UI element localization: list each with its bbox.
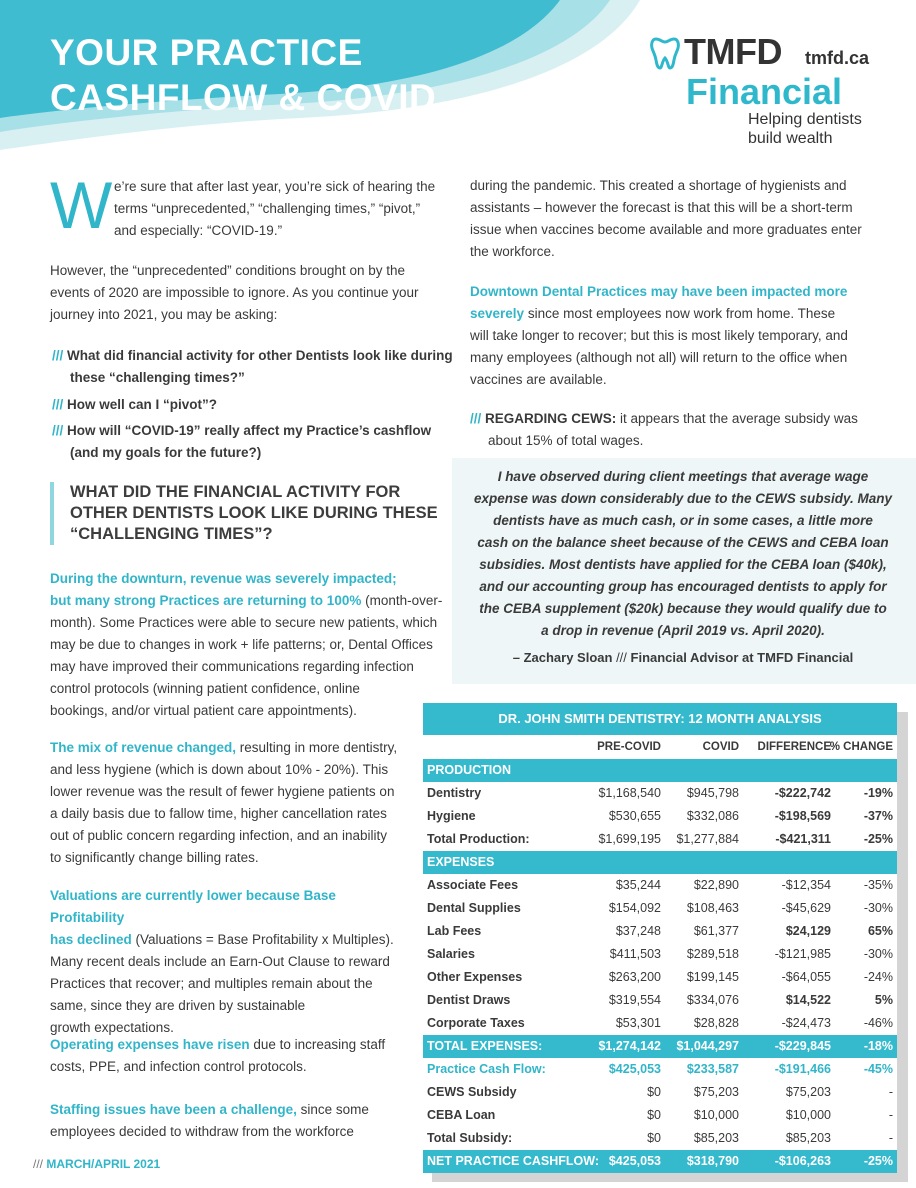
drop-cap: W	[50, 168, 113, 242]
text-span: due to increasing staff	[249, 1037, 386, 1052]
intro-line: e’re sure that after last year, you’re sick of hearing the	[114, 179, 436, 194]
table-cell: $425,053	[608, 1062, 661, 1076]
table-cell: $35,244	[615, 878, 661, 892]
logo-url: tmfd.ca	[805, 48, 870, 68]
row-label: Dentistry	[427, 786, 482, 800]
table-title: DR. JOHN SMITH DENTISTRY: 12 MONTH ANALYSIS	[423, 703, 897, 735]
question-bullet-2	[52, 394, 217, 416]
row-label: Lab Fees	[427, 924, 482, 938]
table-cell: COVID	[702, 741, 739, 753]
quote-author: – Zachary Sloan	[512, 650, 613, 665]
heading-line: OTHER DENTISTS LOOK LIKE DURING THESE	[70, 504, 438, 522]
bullet-marks: ///	[52, 397, 64, 412]
table-row	[423, 989, 897, 1012]
table-cell: -	[888, 1108, 893, 1122]
table-cell: $1,168,540	[598, 786, 661, 800]
text-line: same, since they are driven by sustainable	[50, 998, 306, 1013]
bullet-text: How will “COVID-19” really affect my Practice’s cashflow	[67, 423, 432, 438]
row-label: Dentist Draws	[427, 993, 511, 1007]
table-cell: $14,522	[785, 993, 831, 1007]
table-cell: -25%	[863, 1154, 893, 1168]
text-line: month). Some Practices were able to secure new patients, which	[50, 615, 438, 630]
table-cell: -	[888, 1131, 893, 1145]
highlight-text: severely	[470, 306, 525, 321]
bullet-text: these “challenging times?”	[70, 370, 245, 385]
highlight-text: The mix of revenue changed,	[50, 740, 237, 755]
table-row	[423, 782, 897, 805]
heading-line: WHAT DID THE FINANCIAL ACTIVITY FOR	[70, 483, 401, 501]
row-label: Dental Supplies	[427, 901, 521, 915]
table-cell: $530,655	[608, 809, 661, 823]
table-cell: 65%	[867, 924, 893, 938]
row-label: Total Subsidy:	[427, 1131, 513, 1145]
quote-line: expense was down considerably due to the CEWS subsidy. Many	[473, 491, 893, 506]
quote-line: dentists have as much cash, or in some cases, a little more	[493, 513, 873, 528]
text-line: many employees (although not all) will return to the office when	[470, 350, 848, 365]
table-cell: $233,587	[686, 1062, 739, 1076]
row-label: Corporate Taxes	[427, 1016, 525, 1030]
text-line: assistants – however the forecast is that this will be a short-term	[470, 200, 853, 215]
table-cell: $1,274,142	[598, 1039, 661, 1053]
text-line: may have improved their communications regarding infection	[50, 659, 414, 674]
text-line: during the pandemic. This created a shortage of hygienists and	[470, 178, 847, 193]
row-label: Salaries	[427, 947, 475, 961]
table-cell: $334,076	[686, 993, 739, 1007]
highlight-text: During the downturn, revenue was severely impacted;	[50, 571, 397, 586]
quote-line: I have observed during client meetings that average wage	[497, 469, 869, 484]
text-span: it appears that the average subsidy was	[616, 411, 858, 426]
table-cell: -$229,845	[774, 1039, 831, 1053]
text-line: will take longer to recover; but this is most likely temporary, and	[470, 328, 848, 343]
table-cell: $332,086	[686, 809, 739, 823]
bullet-marks: ///	[52, 348, 64, 363]
row-label: Other Expenses	[427, 970, 523, 984]
section-label: PRODUCTION	[427, 763, 512, 777]
analysis-table	[423, 703, 897, 1173]
text-span: since some	[296, 1102, 369, 1117]
table-cell: $85,203	[785, 1131, 831, 1145]
table-cell: -19%	[863, 786, 893, 800]
table-cell: DIFFERENCE	[757, 741, 831, 753]
bullet-text: How well can I “pivot”?	[67, 397, 218, 412]
table-cell: -30%	[863, 901, 893, 915]
bullet-marks: ///	[52, 423, 64, 438]
table-cell: 5%	[874, 993, 893, 1007]
table-cell: -$222,742	[774, 786, 831, 800]
production-band	[423, 759, 897, 782]
table-cell: -$191,466	[774, 1062, 831, 1076]
table-row	[423, 874, 897, 897]
advisor-quote	[462, 466, 904, 642]
text-line: journey into 2021, you may be asking:	[50, 307, 278, 322]
text-line: issue when vaccines become available and more graduates enter	[470, 222, 862, 237]
table-cell: $425,053	[608, 1154, 661, 1168]
text-line: to significantly change billing rates.	[50, 850, 259, 865]
table-cell: $22,890	[693, 878, 739, 892]
table-cell: -46%	[863, 1016, 893, 1030]
quote-line: a drop in revenue (April 2019 vs. April 2020).	[541, 623, 825, 638]
text-line: events of 2020 are impossible to ignore. As you continue your	[50, 285, 419, 300]
table-cell: $75,203	[693, 1085, 739, 1099]
table-row	[423, 897, 897, 920]
text-line: However, the “unprecedented” conditions brought on by the	[50, 263, 405, 278]
intro-paragraph-2	[50, 260, 450, 326]
table-cell: $10,000	[693, 1108, 739, 1122]
expenses-band	[423, 851, 897, 874]
row-label: CEBA Loan	[427, 1108, 496, 1122]
paragraph-mix	[50, 737, 410, 869]
text-line: a daily basis due to fallow time, higher cancellation rates	[50, 806, 387, 821]
table-row	[423, 920, 897, 943]
text-line: out of public concern regarding infection, and an inability	[50, 828, 387, 843]
table-cell: $1,044,297	[676, 1039, 739, 1053]
row-label: NET PRACTICE CASHFLOW:	[427, 1154, 599, 1168]
logo-tagline	[748, 110, 862, 148]
table-cell: -$198,569	[774, 809, 831, 823]
highlight-text: has declined	[50, 932, 132, 947]
text-line: the workforce.	[470, 244, 555, 259]
table-cell: -$12,354	[781, 878, 831, 892]
quote-line: and our accounting group has encouraged dentists to apply for	[479, 579, 887, 594]
table-row	[423, 1104, 897, 1127]
paragraph-expenses	[50, 1034, 410, 1078]
table-row	[423, 966, 897, 989]
cash-flow-row	[423, 1058, 897, 1081]
table-cell: -$24,473	[781, 1016, 831, 1030]
quote-line: cash on the balance sheet because of the CEWS and CEBA loan	[477, 535, 889, 550]
logo-name: TMFD	[684, 31, 782, 72]
table-cell: $37,248	[615, 924, 661, 938]
footer	[33, 1157, 160, 1171]
table-cell: $24,129	[785, 924, 831, 938]
intro-line: terms “unprecedented,” “challenging times,” “pivot,”	[114, 201, 421, 216]
text-span: (month-over-	[361, 593, 443, 608]
table-cell: $154,092	[608, 901, 661, 915]
text-line: Many recent deals include an Earn-Out Clause to reward	[50, 954, 390, 969]
table-cell: $1,277,884	[676, 832, 739, 846]
tmfd-logo	[650, 30, 880, 150]
table-cell: -$421,311	[775, 832, 831, 846]
row-label: TOTAL EXPENSES:	[427, 1039, 543, 1053]
total-expenses-row	[423, 1035, 897, 1058]
table-cell: -$45,629	[781, 901, 831, 915]
heading-line: “CHALLENGING TIMES”?	[70, 525, 273, 543]
tagline-1: Helping dentists	[748, 111, 862, 128]
table-cell: -30%	[863, 947, 893, 961]
table-cell: $411,503	[609, 947, 661, 961]
bullet-text: (and my goals for the future?)	[70, 445, 262, 460]
footer-separator: ///	[33, 1157, 44, 1171]
tagline-2: build wealth	[748, 130, 833, 147]
bullet-text: What did financial activity for other Dentists look like during	[67, 348, 453, 363]
table-row	[423, 828, 897, 851]
text-line: control protocols (winning patient confidence, online	[50, 681, 360, 696]
text-line: growth expectations.	[50, 1020, 174, 1035]
table-cell: $53,301	[615, 1016, 661, 1030]
paragraph-valuations	[50, 885, 410, 1039]
paragraph-staffing-cont	[470, 175, 890, 263]
highlight-text: Downtown Dental Practices may have been impacted more	[470, 284, 848, 299]
table-cell: $289,518	[686, 947, 739, 961]
text-line: may be due to changes in work + life patterns; or, Dental Offices	[50, 637, 433, 652]
cews-label: REGARDING CEWS:	[485, 411, 617, 426]
quote-role: Financial Advisor at TMFD Financial	[630, 650, 854, 665]
table-cell: $199,145	[686, 970, 739, 984]
text-line: bookings, and/or virtual patient care appointments).	[50, 703, 357, 718]
row-label: Hygiene	[427, 809, 476, 823]
page-title	[50, 30, 436, 120]
tooth-icon	[650, 36, 680, 70]
table-cell: -37%	[863, 809, 893, 823]
text-line: costs, PPE, and infection control protocols.	[50, 1059, 307, 1074]
table-cell: PRE-COVID	[597, 741, 661, 753]
table-cell: -$64,055	[781, 970, 831, 984]
question-bullet-1	[52, 345, 453, 389]
intro-paragraph	[114, 176, 444, 242]
quote-line: the CEBA supplement ($20k) because they would qualify due to	[479, 601, 887, 616]
table-cell: -35%	[863, 878, 893, 892]
table-cell: -$106,263	[774, 1154, 831, 1168]
table-cell: -45%	[863, 1062, 893, 1076]
title-line-1: YOUR PRACTICE	[50, 32, 363, 73]
question-bullet-3	[52, 420, 431, 464]
table-row	[423, 1012, 897, 1035]
bullet-marks: ///	[470, 411, 482, 426]
table-cell: $0	[647, 1108, 661, 1122]
text-line: employees decided to withdraw from the workforce	[50, 1124, 354, 1139]
text-line: lower revenue was the result of fewer hygiene patients on	[50, 784, 395, 799]
table-cell: -	[888, 1085, 893, 1099]
net-cashflow-row	[423, 1150, 897, 1173]
table-cell: $945,798	[686, 786, 739, 800]
intro-line: and especially: “COVID-19.”	[114, 223, 283, 238]
logo-sub: Financial	[686, 71, 843, 112]
table-cell: $10,000	[785, 1108, 831, 1122]
table-cell: $1,699,195	[598, 832, 661, 846]
text-line: about 15% of total wages.	[488, 433, 644, 448]
table-cell: $0	[647, 1131, 661, 1145]
table-cell: $85,203	[693, 1131, 739, 1145]
table-cell: $75,203	[785, 1085, 831, 1099]
table-row	[423, 1081, 897, 1104]
paragraph-cews	[470, 408, 890, 452]
section-heading	[50, 482, 450, 545]
separator: ///	[612, 650, 631, 665]
table-cell: $0	[647, 1085, 661, 1099]
highlight-text: Operating expenses have risen	[50, 1037, 250, 1052]
text-line: Practices that recover; and multiples remain about the	[50, 976, 373, 991]
table-cell: -25%	[863, 832, 893, 846]
table-cell: -$121,985	[774, 947, 831, 961]
text-line: and less hygiene (which is down about 10% - 20%). This	[50, 762, 389, 777]
quote-line: subsidies. Most dentists have applied for the CEBA loan ($40k),	[479, 557, 887, 572]
text-span: (Valuations = Base Profitability x Multiples).	[131, 932, 394, 947]
section-label: EXPENSES	[427, 855, 495, 869]
title-line-2: CASHFLOW & COVID	[50, 77, 437, 118]
table-cell: % CHANGE	[829, 741, 893, 753]
table-row	[423, 1127, 897, 1150]
text-line: vaccines are available.	[470, 372, 607, 387]
table-header-row	[423, 736, 897, 759]
table-cell: $61,377	[693, 924, 739, 938]
paragraph-downtown	[470, 281, 890, 391]
table-cell: $318,790	[686, 1154, 739, 1168]
quote-attribution	[462, 650, 904, 665]
row-label: CEWS Subsidy	[427, 1085, 517, 1099]
table-row	[423, 943, 897, 966]
table-cell: $108,463	[686, 901, 739, 915]
highlight-text: but many strong Practices are returning to 100%	[50, 593, 362, 608]
highlight-text: Valuations are currently lower because Base Profitability	[50, 888, 336, 925]
text-span: since most employees now work from home. These	[524, 306, 836, 321]
paragraph-revenue	[50, 568, 450, 722]
table-cell: -24%	[863, 970, 893, 984]
text-span: resulting in more dentistry,	[236, 740, 398, 755]
table-cell: $319,554	[608, 993, 661, 1007]
row-label: Associate Fees	[427, 878, 519, 892]
paragraph-staffing	[50, 1099, 410, 1143]
table-cell: $263,200	[608, 970, 661, 984]
table-cell: -18%	[863, 1039, 893, 1053]
highlight-text: Staffing issues have been a challenge,	[50, 1102, 297, 1117]
table-cell: $28,828	[693, 1016, 739, 1030]
row-label: Practice Cash Flow:	[427, 1062, 546, 1076]
row-label: Total Production:	[427, 832, 530, 846]
table-row	[423, 805, 897, 828]
issue-date: MARCH/APRIL 2021	[46, 1157, 161, 1171]
